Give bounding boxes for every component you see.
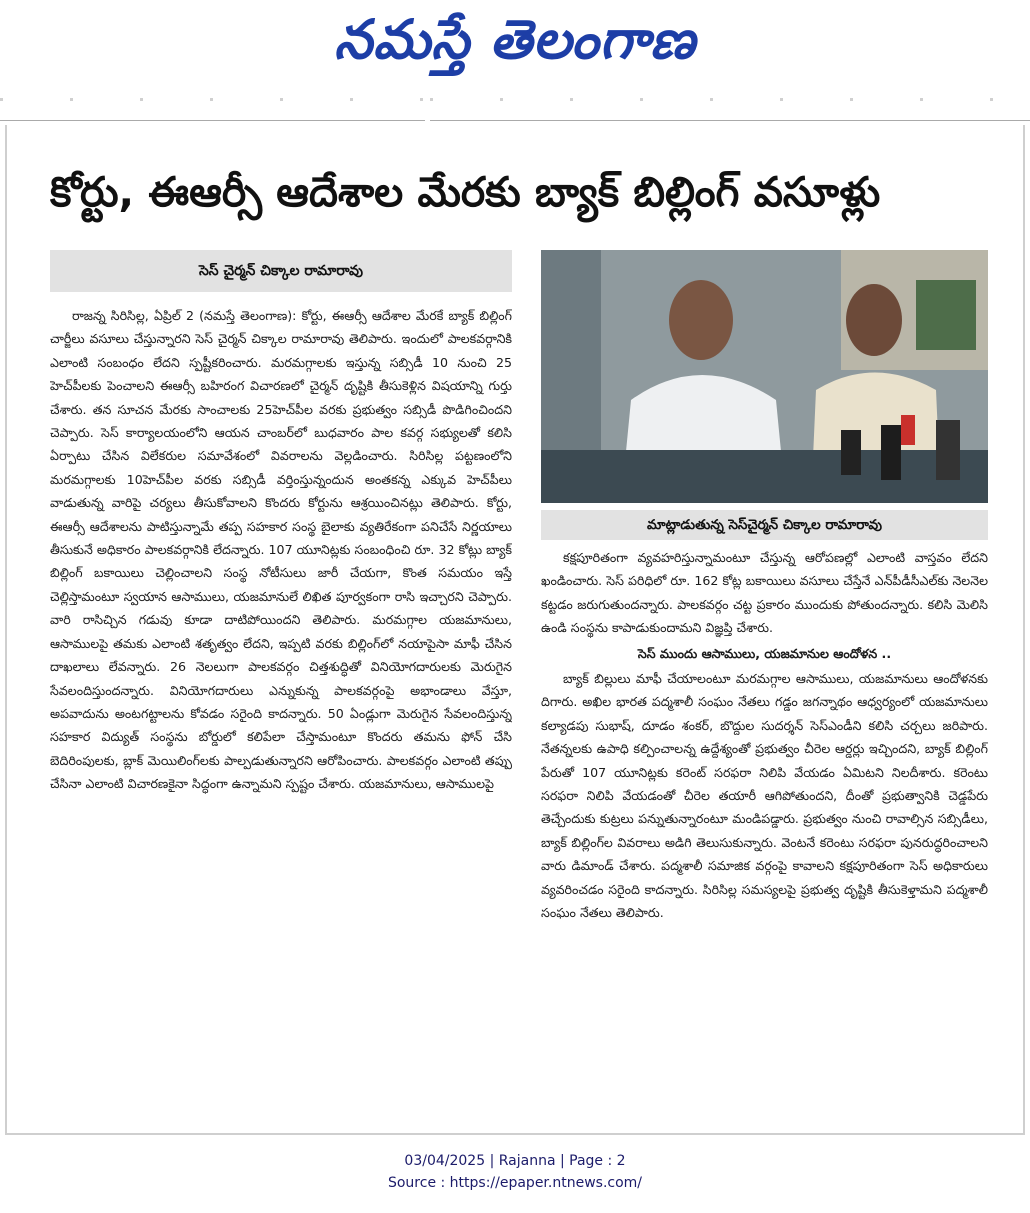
left-column bbox=[50, 304, 512, 1134]
right-subheading: సెస్ ముందు ఆసాములు, యజమానుల ఆందోళన .. bbox=[637, 645, 892, 661]
strip-left bbox=[0, 92, 425, 121]
left-column-text: రాజన్న సిరిసిల్ల, ఏప్రిల్ 2 (నమస్తే తెలంగాణ): కోర్టు, ఈఆర్సీ ఆదేశాల మేరకే బ్యాక్ బిల్లింగ్ చార్జీలు వసూలు చేస్తున్నారని సెస్ చైర్మన్ చిక్కాల రామారావు తెలిపారు. ఇందులో పాలకవర్గానికి ఎలాంటి సంబంధం లేదని స్పష్టీకరించారు. మరమగ్గాలకు ఇస్తున్న సబ్సిడీ 10 నుంచి 25 హెచ్‌పీలకు పెంచాలని ఈఆర్సీ బహిరంగ విచారణలో చైర్మన్ దృష్టికి తీసుకెళ్లిన విషయాన్ని గుర్తు చేశారు. తన సూచన మేరకు సాంచాలకు 25హెచ్‌పీల వరకు ప్రభుత్వం సబ్సిడీ పొడిగించిందని చెప్పారు. సెస్ కార్యాలయంలోని ఆయన చాంబర్‌లో బుధవారం పాల కవర్గ సభ్యులతో కలిసి ఏర్పాటు చేసిన విలేకరుల సమావేశంలో వివరాలను వెల్లడించారు. సిరిసిల్ల పట్టణంలోని మరమగ్గాలకు 10హెచ్‌పీల వరకు సబ్సిడీ వర్తింస్తున్నందున అంతకన్న ఎక్కువ హెచ్‌పీలు వాడుతున్న వారిపై చర్యలు తీసుకోవాలని కొందరు కోర్టును ఆశ్రయించినట్లు తెలిపారు. కోర్టు, ఈఆర్సీ ఆదేశాలను పాటిస్తున్నామే తప్ప సహకార సంస్థ బైలాకు వ్యతిరేకంగా పనిచేసే నిర్ణయాలు తీసుకునే అధికారం పాలకవర్గానికి లేదన్నారు. 107 యూనిట్లకు సంబంధించి రూ. 32 కోట్లు బ్యాక్ బిల్లింగ్ బకాయిలు చెల్లించాలని సంస్థ నోటీసులు జారీ చేయగా, కొంత సమయం ఇస్తే చెల్లిస్తామంటూ స్వయాన ఆసాములు, యజమానులే లిఖిత పూర్వకంగా రాసి ఇచ్చారని చెప్పారు. వారి రాసిచ్చిన గడువు కూడా దాటిపోయిందని తెలిపారు. మరమగ్గాల యజమానులు, ఆసాములపై తమకు ఎలాంటి శతృత్వం లేదని, ఇప్పటి వరకు బిల్లింగ్‌లో నయాపైసా మాఫీ చేసిన దాఖలాలు లేవన్నారు. 26 నెలలుగా పాలకవర్గం చిత్తశుద్ధితో వినియోగదారులకు మెరుగైన సేవలందిస్తుందన్నారు. వినియోగదారులు ఎన్నుకున్న పాలకవర్గంపై అభాండాలు వేస్తూ, అపవాదును అంటగట్టాలను కోవడం సరైంది కాదన్నారు. 50 ఏండ్లుగా మెరుగైన సేవలందిస్తున్న సహకార విద్యుత్ సంస్థను బోర్డులో కలిపేలా చేస్తామంటూ కొందరు తమను ఫోన్ చేసి బెదిరింపులకు, బ్లాక్ మెయిలింగ్‌లకు పాల్పడుతున్నారని ఆరోపించారు. పాలకవర్గం ఎలాంటి తప్పు చేసినా ఎలాంటి విచారణకైనా సిద్ధంగా ఉన్నామని స్పష్టం చేశారు. యజమానులు, ఆసాములపై bbox=[50, 308, 512, 792]
footer-date-line: 03/04/2025 | Rajanna | Page : 2 bbox=[404, 1153, 626, 1169]
article-headline: కోర్టు, ఈఆర్సీ ఆదేశాల మేరకు బ్యాక్ బిల్లింగ్ వసూళ్లు bbox=[50, 168, 881, 216]
photo-caption: మాట్లాడుతున్న సెస్‌చైర్మన్ చిక్కాల రామారావు bbox=[541, 510, 988, 540]
masthead bbox=[0, 0, 1030, 80]
frame-left-rule bbox=[5, 125, 7, 1135]
right-column-text-2: బ్యాక్ బిల్లులు మాఫీ చేయాలంటూ మరమగ్గాల ఆసాములు, యజమానులు ఆందోళనకు దిగారు. అఖిల భారత పద్మశాలీ సంఘం నేతలు గడ్డం జగన్నాథం ఆధ్వర్యంలో యజమానులు కల్యాడపు సుభాష్, దూడం శంకర్, బొద్దుల సుదర్శన్ సెస్ఎండీని కలిసి చర్చలు జరిపారు. నేతన్నలకు ఉపాధి కల్పించాలన్న ఉద్దేశ్యంతో ప్రభుత్వం చీరెల ఆర్డర్లు ఇచ్చిందని, బ్యాక్ బిల్లింగ్ పేరుతో 107 యూనిట్లకు కరెంట్ సరఫరా నిలిపి వేయడం ఏమిటని నిలదీశారు. కరెంటు సరఫరా నిలిపి వేయడంతో చీరెల తయారీ ఆగిపోతుందని, దీంతో ప్రభుత్వానికి చెడ్డపేరు తెచ్చేందుకు కుట్రలు పన్నుతున్నారంటూ మండిపడ్డారు. ప్రభుత్వం నుంచి రావాల్సిన సబ్సిడీలు, బ్యాక్ బిల్లింగ్‌ల వివరాలు అడిగి తెలుసుకున్నారు. వెంటనే కరెంటు సరఫరా పునరుద్ధరించాలని వారు డిమాండ్ చేశారు. పద్మశాలీ సమాజిక వర్గంపై కావాలని కక్షపూరితంగా సెస్ అధికారులు వ్యవరించడం సరైంది కాదన్నారు. సిరిసిల్ల సమస్యలపై ప్రభుత్వ దృష్టికి తీసుకెళ్తామని పద్మశాలీ సంఘం నేతలు తెలిపారు. bbox=[541, 671, 988, 921]
right-column bbox=[541, 546, 988, 1126]
article-subheading: సెస్ చైర్మన్ చిక్కాల రామారావు bbox=[50, 250, 512, 292]
masthead-strip bbox=[0, 92, 1030, 120]
masthead-logo: నమస్తే తెలంగాణ bbox=[334, 7, 696, 71]
frame-right-rule bbox=[1023, 125, 1025, 1135]
footer-source-line: Source : https://epaper.ntnews.com/ bbox=[387, 1175, 643, 1191]
strip-right bbox=[430, 92, 1030, 121]
right-column-text-1: కక్షపూరితంగా వ్యవహరిస్తున్నామంటూ చేస్తున్న ఆరోపణల్లో ఎలాంటి వాస్తవం లేదని ఖండించారు. సెస్ పరిధిలో రూ. 162 కోట్ల బకాయిలు వసూలు చేస్తేనే ఎన్‌పీడీసీఎల్‌కు నెలనెల కట్టడం జరుగుతుందన్నారు. పాలకవర్గం చట్ట ప్రకారం ముందుకు పోతుందన్నారు. కలిసి మెలిసి ఉండి సంస్థను కాపాడుకుందామని విజ్ఞప్తి చేశారు. bbox=[541, 550, 988, 636]
page-footer bbox=[0, 1150, 1030, 1194]
photo-illustration bbox=[541, 250, 988, 503]
article-photo bbox=[541, 250, 988, 503]
